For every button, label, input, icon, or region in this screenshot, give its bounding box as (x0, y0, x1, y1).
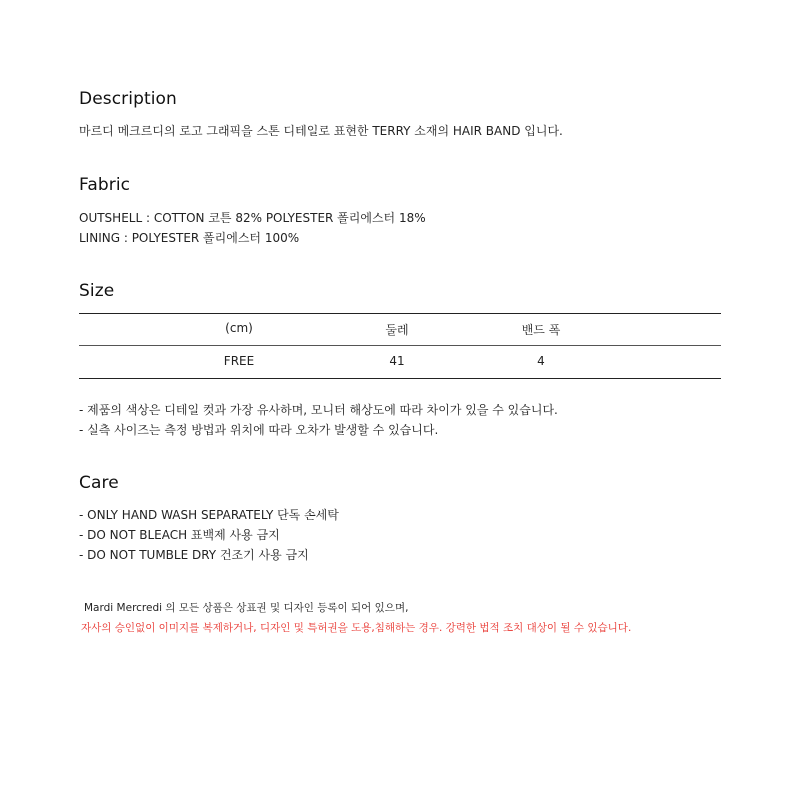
copyright-notice-warning: 자사의 승인없이 이미지를 복제하거나, 디자인 및 특허권을 도용,침해하는 경우. 강력한 법적 조치 대상이 될 수 있습니다. (81, 622, 632, 634)
size-note-color: - 제품의 색상은 디테일 컷과 가장 유사하며, 모니터 해상도에 따라 차이가 있을 수 있습니다. (79, 403, 558, 417)
size-table-top-rule (79, 313, 721, 314)
size-table-header-band-width: 밴드 폭 (521, 323, 561, 337)
fabric-line-outshell: OUTSHELL : COTTON 코튼 82% POLYESTER 폴리에스터 18% (79, 211, 426, 225)
fabric-line-lining: LINING : POLYESTER 폴리에스터 100% (79, 231, 300, 245)
size-table-cell-size: FREE (223, 354, 255, 368)
size-title: Size (79, 281, 115, 301)
description-title: Description (79, 89, 177, 109)
size-table-header-rule (79, 345, 721, 346)
fabric-title: Fabric (79, 175, 131, 195)
care-line-no-bleach: - DO NOT BLEACH 표백제 사용 금지 (79, 528, 280, 542)
size-table-bottom-rule (79, 378, 721, 379)
size-table-header-unit: (cm) (225, 321, 253, 335)
size-note-measurement: - 실측 사이즈는 측정 방법과 위치에 따라 오차가 발생할 수 있습니다. (79, 423, 439, 437)
copyright-notice-line1: Mardi Mercredi 의 모든 상품은 상표권 및 디자인 등록이 되어 있으며, (84, 602, 409, 614)
size-table-cell-circumference: 41 (389, 354, 405, 368)
care-line-hand-wash: - ONLY HAND WASH SEPARATELY 단독 손세탁 (79, 508, 339, 522)
care-title: Care (79, 473, 119, 493)
size-table-header-circumference: 둘레 (385, 323, 409, 337)
care-line-no-tumble-dry: - DO NOT TUMBLE DRY 건조기 사용 금지 (79, 548, 309, 562)
description-text: 마르디 메크르디의 로고 그래픽을 스톤 디테일로 표현한 TERRY 소재의 HAIR BAND 입니다. (79, 124, 563, 138)
size-table-cell-band-width: 4 (537, 354, 545, 368)
